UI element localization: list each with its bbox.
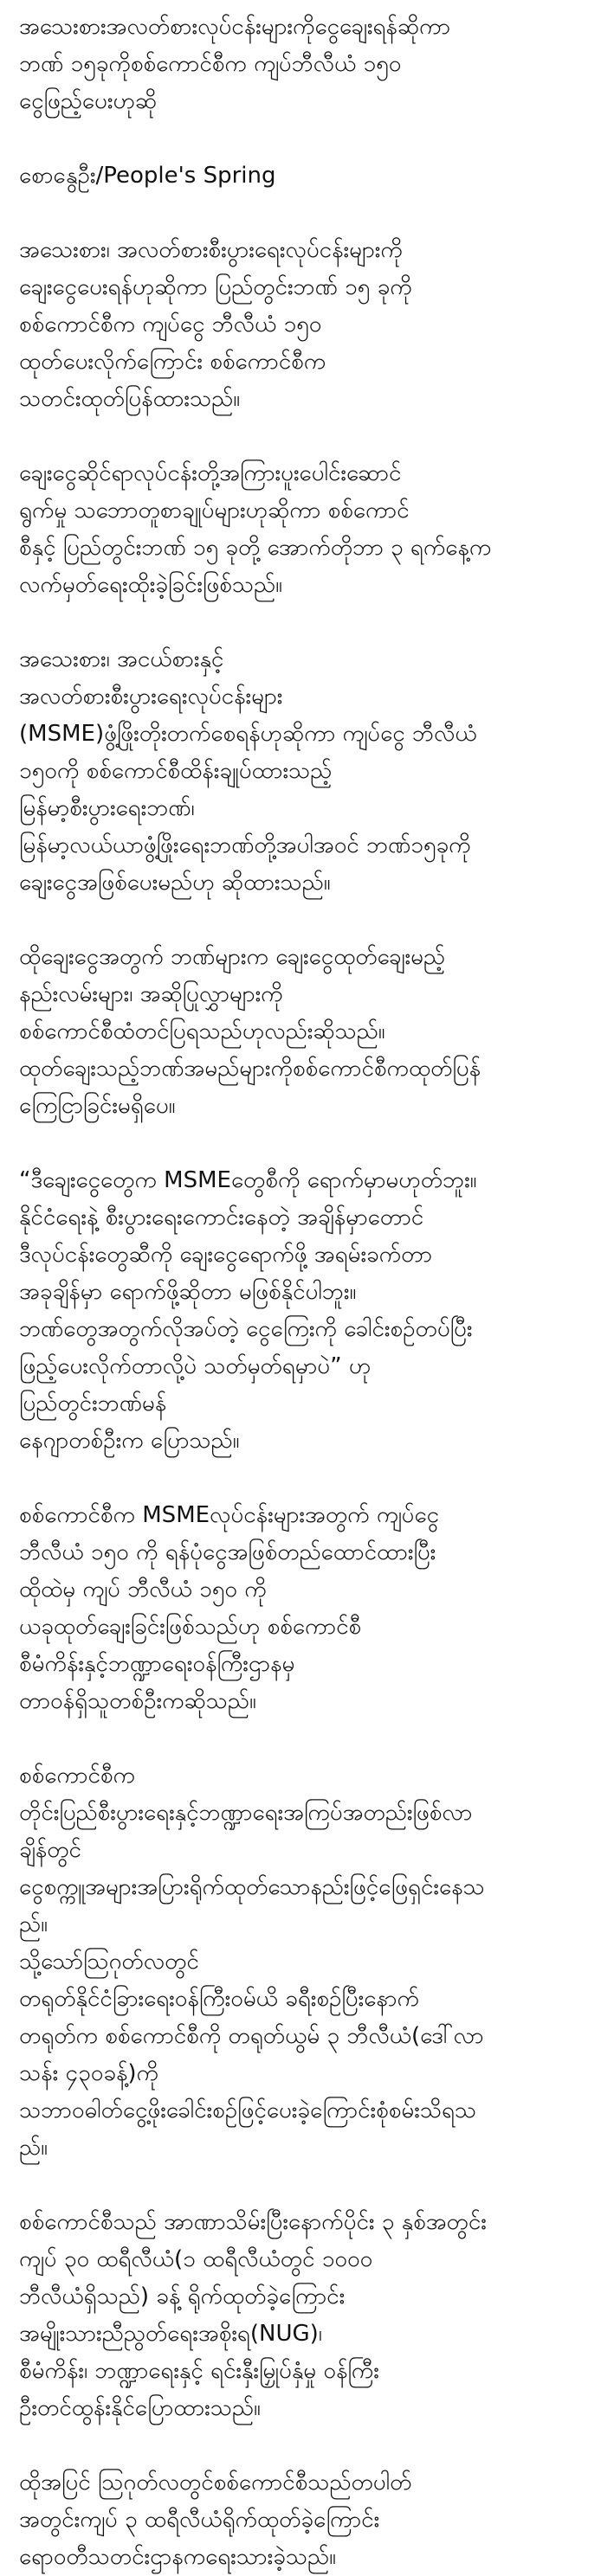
text-line: သန်း ၄၃၀ခန့်)ကို — [19, 2060, 159, 2086]
text-line: စီနှင့် ပြည်တွင်းဘဏ် ၁၅ ခုတို့ အောက်တိုဘာ ၃ ရက်နေ့က — [19, 535, 492, 561]
text-line: မြန်မာ့စီးပွားရေးဘဏ်၊ — [19, 795, 195, 821]
text-line: စစ်ကောင်စီက — [19, 1763, 135, 1789]
text-line: ချိန်တွင် — [19, 1837, 81, 1863]
text-line: ထိုထဲမှ ကျပ် ဘီလီယံ ၁၅၀ ကို — [19, 1577, 267, 1603]
text-line: စီမံကိန်း၊ ဘဏ္ဍာရေးနှင့် ရင်းနှီးမြှုပ်နှံမှု ဝန်ကြီး — [19, 2358, 379, 2384]
byline-text: စောနွေဦး/People's Spring — [19, 163, 276, 189]
text-line: “ဒီချေးငွေတွေက MSMEတွေစီကို ရောက်မှာမဟုတ်ဘူး။ — [19, 1167, 477, 1193]
text-line: ဘီလီယံ ၁၅၀ ကို ရန်ပုံငွေအဖြစ်တည်ထောင်ထားပြီး — [19, 1539, 436, 1565]
text-line: စစ်ကောင်စီထံတင်ပြရသည်ဟုလည်းဆိုသည်။ — [19, 1018, 385, 1044]
text-line: ကျပ် ၃၀ ထရီလီယံ(၁ ထရီလီယံတွင် ၁၀၀၀ — [19, 2246, 373, 2272]
text-line: သို့သော်ဩဂုတ်လတွင် — [19, 1949, 199, 1975]
text-line: ဒီလုပ်ငန်းတွေဆီကို ချေးငွေရောက်ဖို့ အရမ်းခက်တာ — [19, 1242, 433, 1268]
body-paragraph-4 — [19, 939, 582, 1125]
text-line: အမျိုးသားညီညွတ်ရေးအစိုးရ(NUG)၊ — [19, 2321, 322, 2347]
text-line: ထုတ်ချေးသည့်ဘဏ်အမည်များကိုစစ်ကောင်စီကထုတ်ပြန် — [19, 1056, 481, 1082]
text-line: ငွေစက္ကူအများအပြားရိုက်ထုတ်သောနည်းဖြင့်ဖြေရှင်းနေသ — [19, 1874, 485, 1900]
text-line: သတင်းထုတ်ပြန်ထားသည်။ — [19, 386, 241, 412]
body-paragraph-6 — [19, 1757, 582, 2167]
text-line: ည်။ — [19, 1911, 48, 1937]
text-line: စစ်ကောင်စီက MSMEလုပ်ငန်းများအတွက် ကျပ်ငွေ — [19, 1502, 439, 1528]
body-paragraph-3 — [19, 641, 582, 902]
text-line: ည်။ — [19, 2135, 48, 2161]
body-paragraph-1 — [19, 232, 582, 418]
text-line: ကြေငြာခြင်းမရှိပေ။ — [19, 1093, 176, 1119]
text-line: ချေးငွေအဖြစ်ပေးမည်ဟု ဆိုထားသည်။ — [19, 870, 331, 896]
byline-paragraph — [19, 157, 582, 195]
text-line: သဘာဝဓါတ်ငွေ့ဖိုးခေါင်းစဉ်ဖြင့်ပေးခဲ့ကြောင်းစုံစမ်းသိရသ — [19, 2097, 477, 2123]
text-line: တာဝန်ရှိသူတစ်ဦးကဆိုသည်။ — [19, 1688, 256, 1714]
headline-line-3: ငွေဖြည့်ပေးဟုဆို — [19, 88, 158, 114]
text-line: စစ်ကောင်စီက ကျပ်ငွေ ဘီလီယံ ၁၅၀ — [19, 312, 322, 337]
quote-paragraph — [19, 1162, 582, 1460]
text-line: ၁၅၀ကို စစ်ကောင်စီထိန်းချုပ်ထားသည့် — [19, 758, 333, 784]
text-line: အသေးစား၊ အငယ်စားနှင့် — [19, 646, 224, 672]
text-line: နေဂျာတစ်ဦးက ပြောသည်။ — [19, 1428, 240, 1454]
headline-line-2: ဘဏ် ၁၅ခုကိုစစ်ကောင်စီက ကျပ်ဘီလီယံ ၁၅၀ — [19, 51, 402, 77]
text-line: (MSME)ဖွံ့ဖြိုးတိုးတက်စေရန်ဟုဆိုကာ ကျပ်ငွေ ဘီလီယံ — [19, 721, 477, 747]
text-line: ချေးငွေဆိုင်ရာလုပ်ငန်းတို့အကြားပူးပေါင်းဆောင် — [19, 460, 402, 486]
text-line: ထုတ်ပေးလိုက်ကြောင်း စစ်ကောင်စီက — [19, 349, 326, 375]
text-line: ဘီလီယံရှိသည်) ခန့် ရိုက်ထုတ်ခဲ့ကြောင်း — [19, 2284, 346, 2309]
headline-line-1: အသေးစားအလတ်စားလုပ်ငန်းများကိုငွေချေးရန်ဆိုကာ — [19, 14, 451, 40]
text-line: ဦးတင်ထွန်းနိုင်ပြောထားသည်။ — [19, 2395, 261, 2421]
text-line: လက်မှတ်ရေးထိုးခဲ့ခြင်းဖြစ်သည်။ — [19, 572, 283, 598]
text-line: တရုတ်နိုင်ငံခြားရေးဝန်ကြီးဝမ်ယိ ခရီးစဉ်ပြီးနောက် — [19, 1986, 419, 2012]
body-paragraph-5 — [19, 1497, 582, 1720]
text-line: အသေးစား၊ အလတ်စားစီးပွားရေးလုပ်ငန်းများကို — [19, 237, 403, 263]
text-line: ရောဝတီသတင်းဌာနကရေးသားခဲ့သည်။ — [19, 2544, 336, 2570]
text-line: ယခုထုတ်ချေးခြင်းဖြစ်သည်ဟု စစ်ကောင်စီ — [19, 1614, 362, 1640]
body-paragraph-8 — [19, 2464, 582, 2576]
headline-paragraph — [19, 9, 582, 120]
text-line: ပြည်တွင်းဘဏ်မန် — [19, 1391, 167, 1416]
text-line: ဖြည့်ပေးလိုက်တာလို့ပဲ သတ်မှတ်ရမှာပဲ” ဟု — [19, 1353, 372, 1379]
body-paragraph-7 — [19, 2204, 582, 2427]
text-line: အတွင်းကျပ် ၃ ထရီလီယံရိုက်ထုတ်ခဲ့ကြောင်း — [19, 2507, 380, 2533]
text-line: ချေးငွေပေးရန်ဟုဆိုကာ ပြည်တွင်းဘဏ် ၁၅ ခုကို — [19, 274, 412, 300]
body-paragraph-2 — [19, 455, 582, 604]
text-line: ထိုချေးငွေအတွက် ဘဏ်များက ချေးငွေထုတ်ချေးမည့် — [19, 944, 446, 970]
text-line: နည်းလမ်းများ၊ အဆိုပြုလွှာများကို — [19, 981, 283, 1007]
text-line: ထိုအပြင် ဩဂုတ်လတွင်စစ်ကောင်စီသည်တပါတ် — [19, 2470, 412, 2496]
text-line: မြန်မာ့လယ်ယာဖွံ့ဖြိုးရေးဘဏ်တို့အပါအဝင် ဘဏ်၁၅ခုကို — [19, 832, 471, 858]
text-line: စီမံကိန်းနှင့်ဘဏ္ဍာရေးဝန်ကြီးဌာနမှ — [19, 1651, 295, 1677]
text-line: နိုင်ငံရေးနဲ့ စီးပွားရေးကောင်းနေတဲ့ အချိန်မှာတောင် — [19, 1204, 424, 1230]
text-line: အလတ်စားစီးပွားရေးလုပ်ငန်းများ — [19, 684, 283, 710]
text-line: တရုတ်က စစ်ကောင်စီကို တရုတ်ယွမ် ၃ ဘီလီယံ(ဒေါ်လာ — [19, 2023, 484, 2049]
text-line: အခုချိန်မှာ ရောက်ဖို့ဆိုတာ မဖြစ်နိုင်ပါဘူး။ — [19, 1279, 357, 1305]
text-line: ဘဏ်တွေအတွက်လိုအပ်တဲ့ ငွေကြေးကို ခေါင်းစဉ်တပ်ပြီး — [19, 1316, 473, 1342]
text-line: ရွက်မှု သဘောတူစာချုပ်များဟုဆိုကာ စစ်ကောင် — [19, 498, 410, 524]
text-line: စစ်ကောင်စီသည် အာဏာသိမ်းပြီးနောက်ပိုင်း ၃ နှစ်အတွင်း — [19, 2209, 487, 2235]
text-line: တိုင်းပြည်စီးပွားရေးနှင့်ဘဏ္ဍာရေးအကြပ်အတည်းဖြစ်လာ — [19, 1800, 473, 1826]
